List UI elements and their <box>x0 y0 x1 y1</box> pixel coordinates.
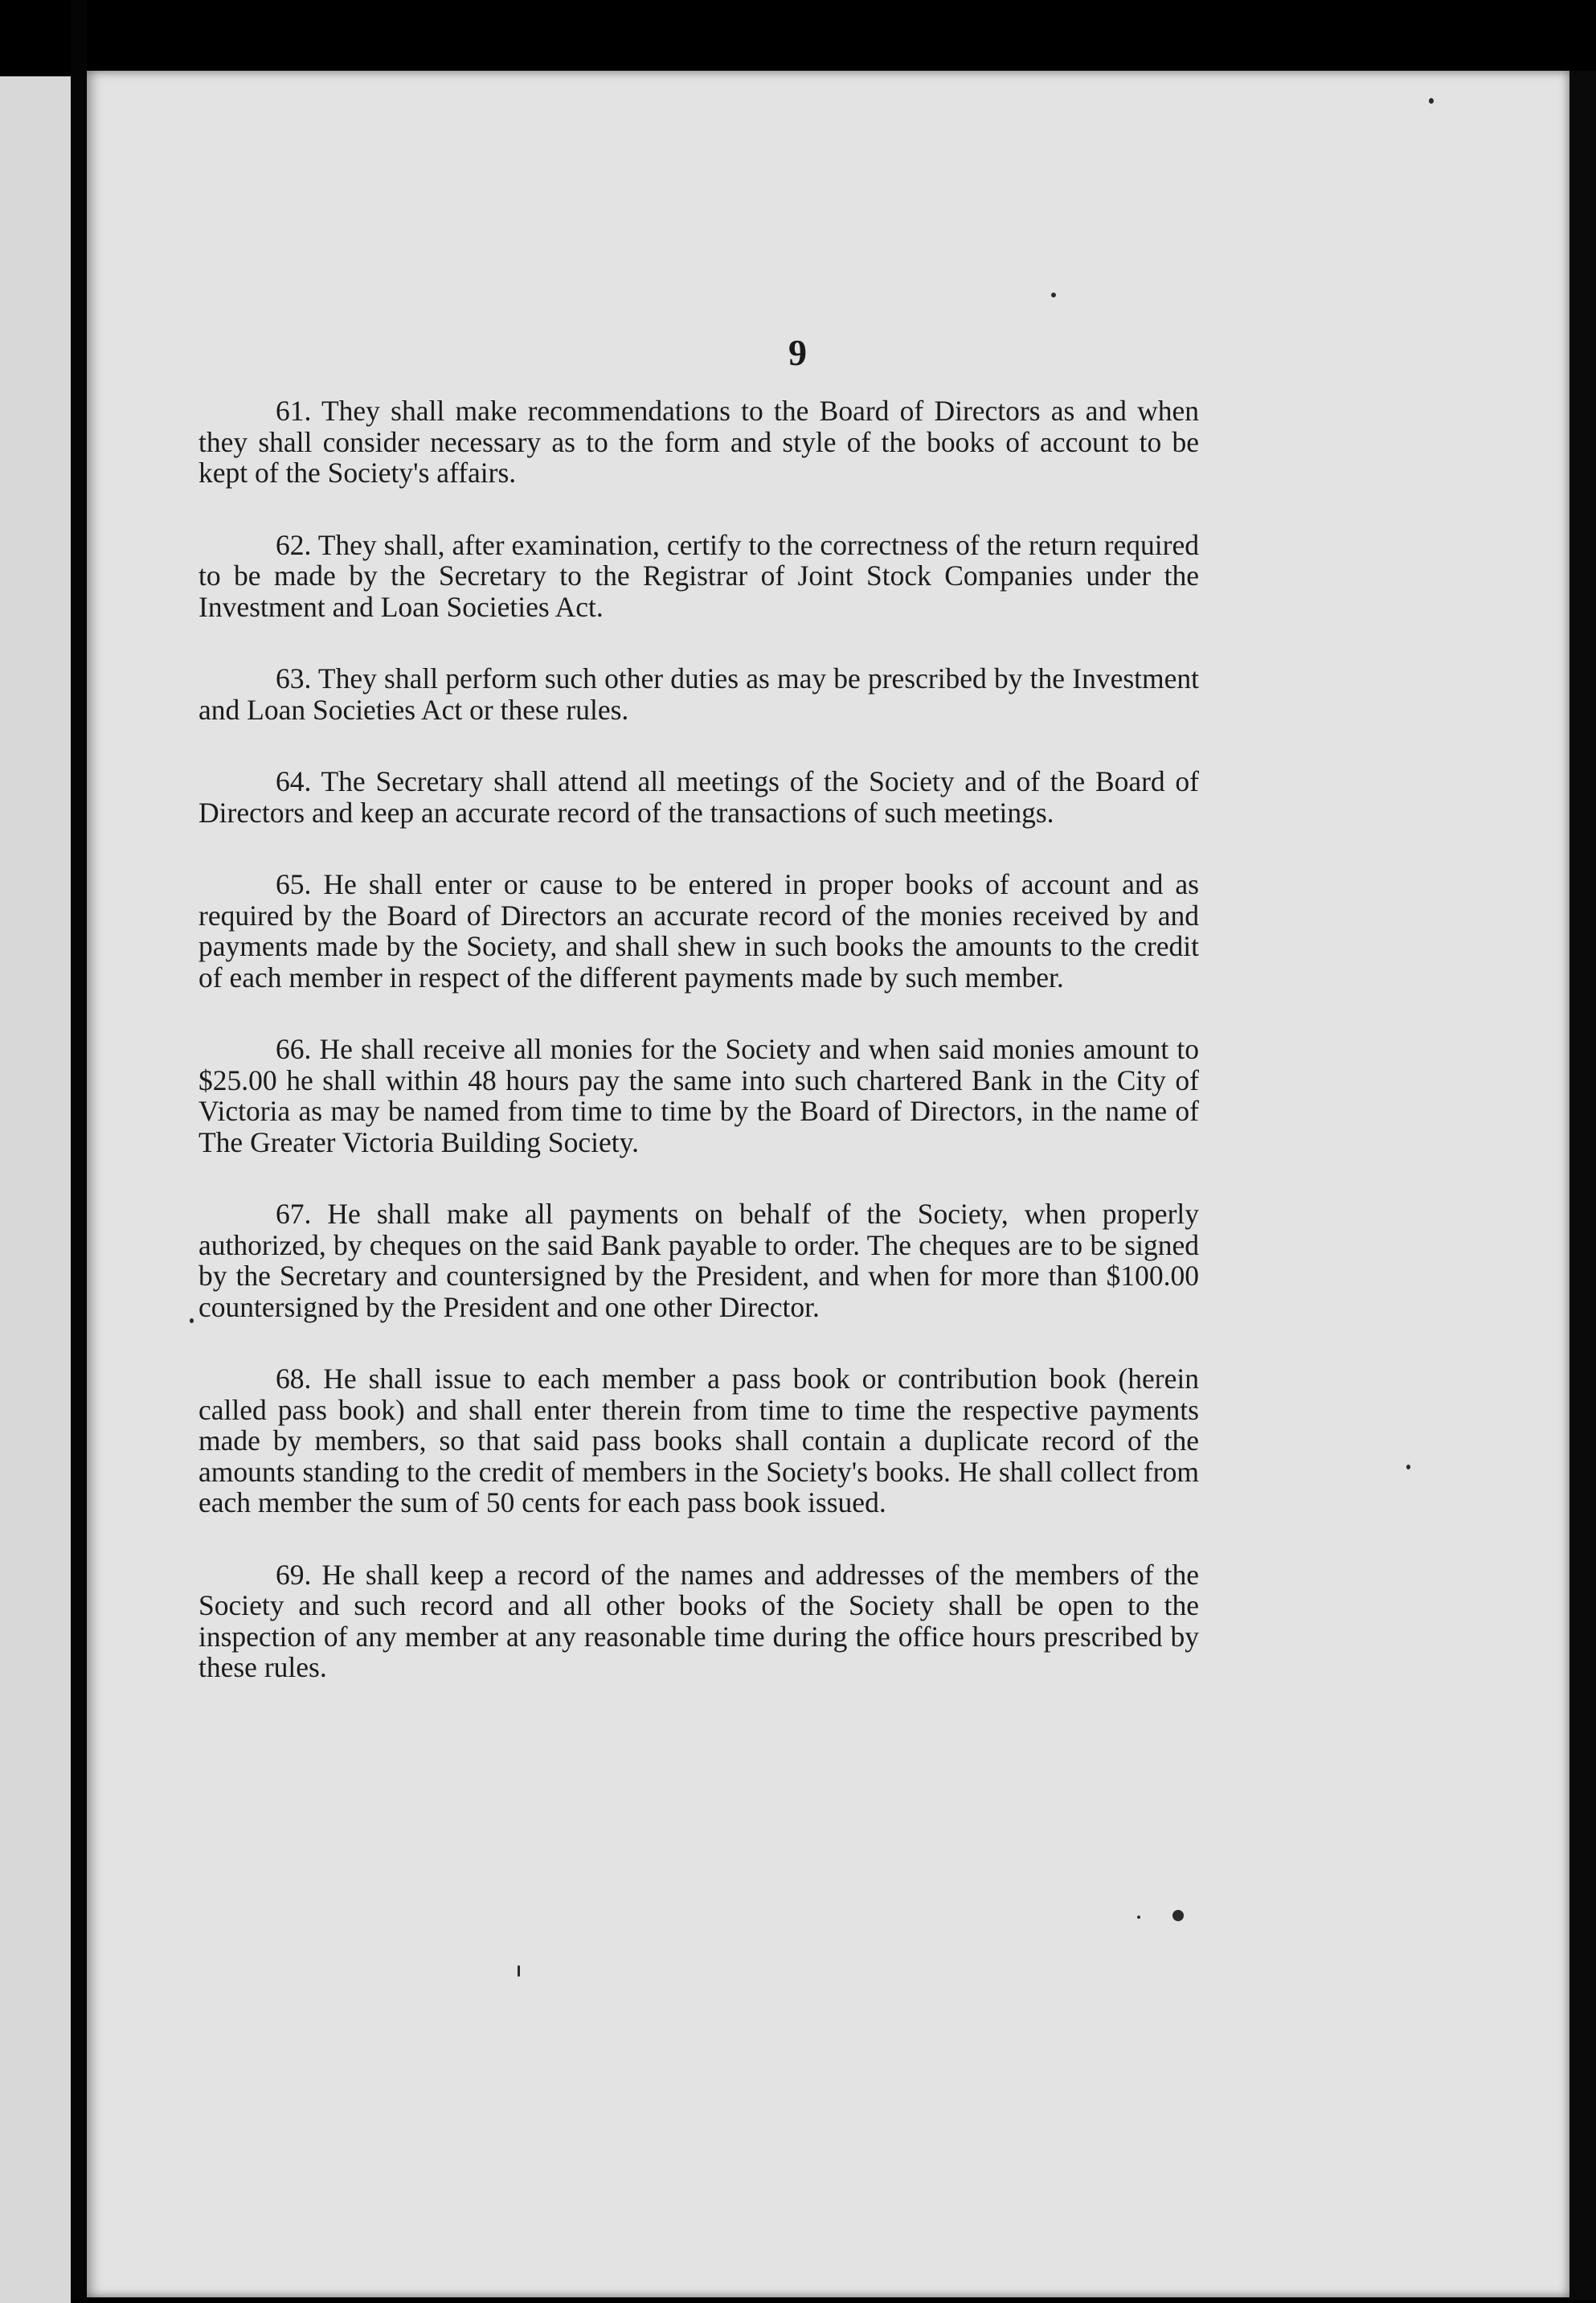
scan-speck <box>1406 1465 1410 1469</box>
scan-speck <box>190 1318 194 1323</box>
previous-page-edge <box>0 76 71 2303</box>
paragraph-66: 66. He shall receive all monies for the Society and when said monies amount to $25.00 he shall within 48 hours pay the same into such chartered Bank in the City of Victoria as may be named from time to time by the Board of Directors, in the name of The Greater Victoria Building Society. <box>198 1033 1199 1158</box>
paragraph-69: 69. He shall keep a record of the names and addresses of the members of the Society and such record and all other books of the Society shall be open to the inspection of any member at any reasonable time during the office hours prescribed by these rules. <box>198 1558 1199 1683</box>
paragraph-61: 61. They shall make recommendations to the Board of Directors as and when they shall consider necessary as to the form and style of the books of account to be kept of the Society's affairs. <box>198 395 1199 489</box>
paragraph-63: 63. They shall perform such other duties as may be prescribed by the Investment and Loan Societies Act or these rules. <box>198 662 1199 726</box>
scan-speck <box>518 1965 520 1977</box>
paragraph-67: 67. He shall make all payments on behalf of the Society, when properly authorized, by cheques on the said Bank payable to order. The cheques are to be signed by the Secretary and countersigned by the President, and when for more than $100.00 countersigned by the President and one other Director. <box>198 1198 1199 1323</box>
paragraph-62: 62. They shall, after examination, certify to the correctness of the return required to be made by the Secretary to the Registrar of Joint Stock Companies under the Investment and Loan Societies Act. <box>198 528 1199 623</box>
page-number: 9 <box>788 332 808 373</box>
rules-text <box>198 395 1199 1724</box>
scan-speck <box>1051 293 1056 297</box>
paragraph-64: 64. The Secretary shall attend all meetings of the Society and of the Board of Directors and keep an accurate record of the transactions of such meetings. <box>198 765 1199 829</box>
paragraph-65: 65. He shall enter or cause to be entered in proper books of account and as required by the Board of Directors an accurate record of the monies received by and payments made by the Society, and shall shew in such books the amounts to the credit of each member in respect of the different payments made by such member. <box>198 868 1199 994</box>
paragraph-68: 68. He shall issue to each member a pass book or contribution book (herein called pass book) and shall enter therein from time to time the respective payments made by members, so that said pass books shall contain a duplicate record of the amounts standing to the credit of members in the Society's books. He shall collect from each member the sum of 50 cents for each pass book issued. <box>198 1363 1199 1518</box>
scan-speck <box>1137 1916 1140 1919</box>
scan-speck <box>1429 98 1434 104</box>
scan-speck <box>1172 1910 1184 1921</box>
scan-border-right <box>1569 71 1596 2300</box>
